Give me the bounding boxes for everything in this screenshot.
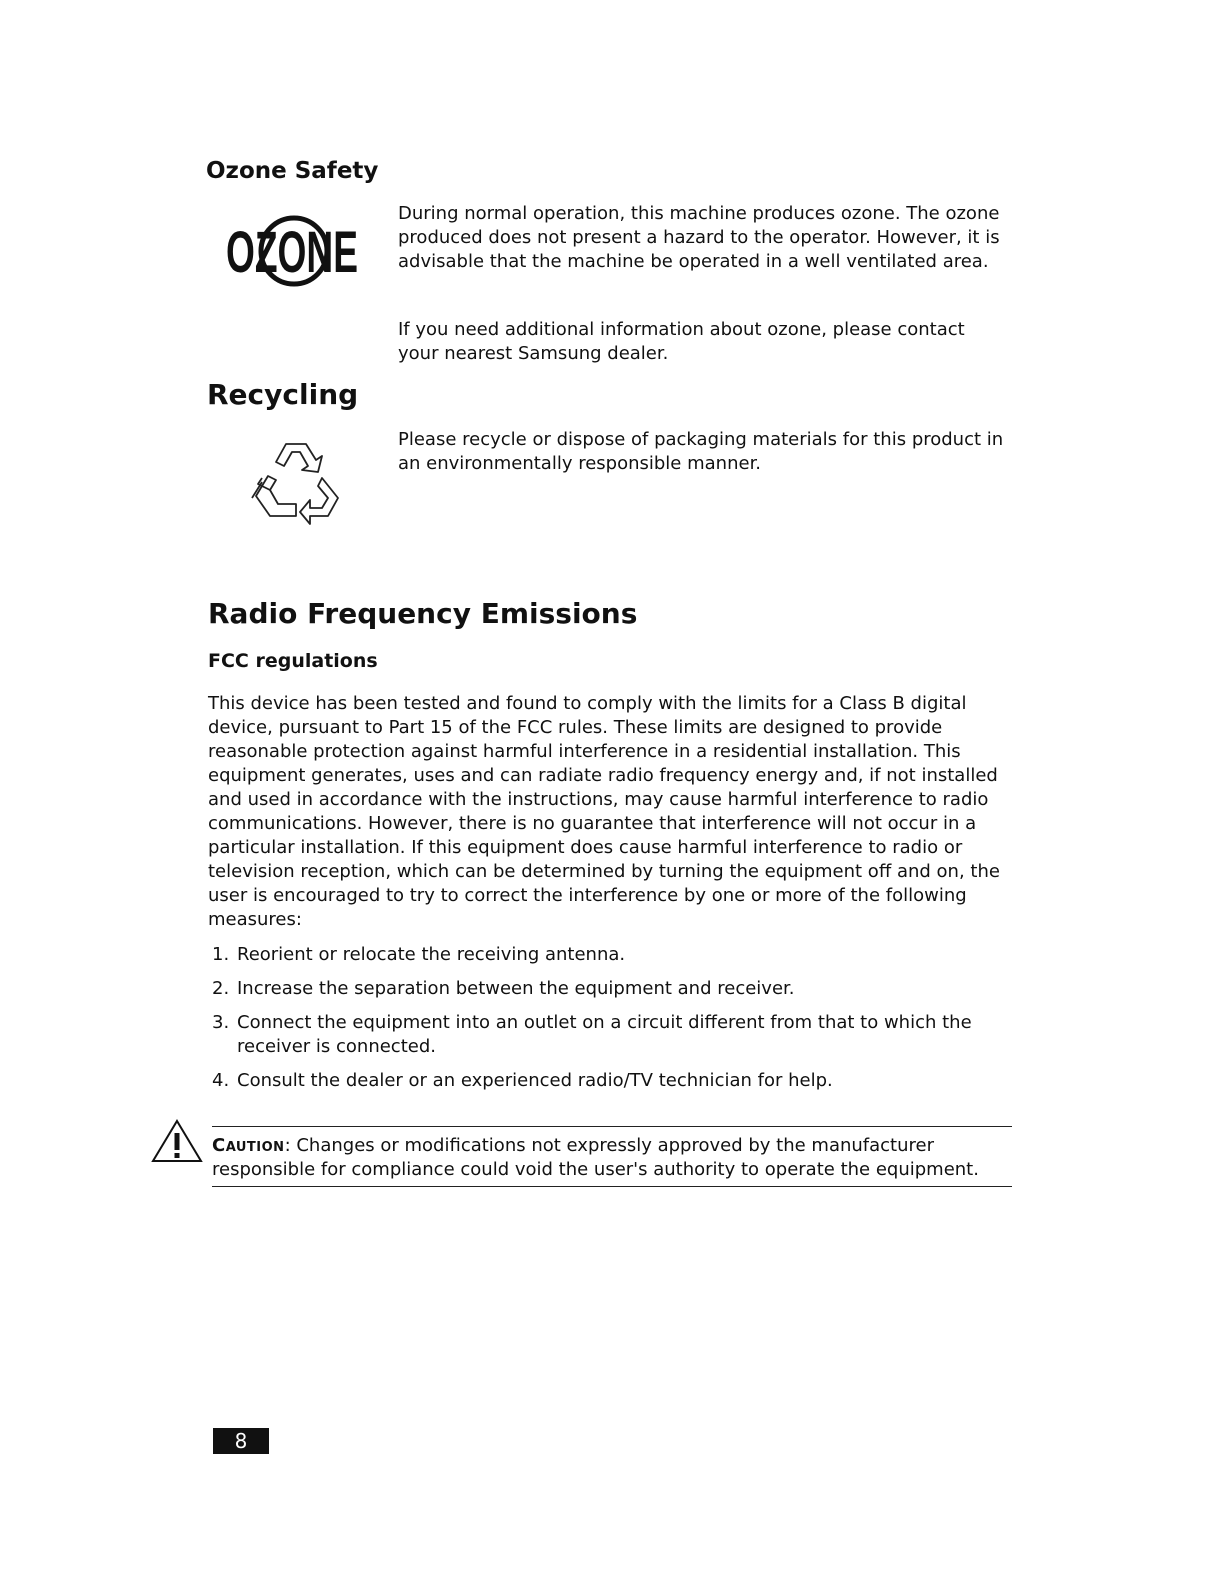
ozone-paragraph-1: During normal operation, this machine produces ozone. The ozone produced does not present a hazard to the operator. However, it is advisable that the machine be operated in a well ventilated area. xyxy=(398,203,1000,272)
caution-body: : Changes or modifications not expressly approved by the manufacturer responsible for compliance could void the user's authority to operate the equipment. xyxy=(212,1135,979,1180)
warning-icon xyxy=(150,1118,204,1164)
measures-list xyxy=(212,943,1012,1103)
caution-label: Caution xyxy=(212,1135,285,1156)
ozone-logo-text: OZONE xyxy=(226,220,358,285)
list-item: 3. Connect the equipment into an outlet on a circuit different from that to which the receiver is connected. xyxy=(212,1012,972,1057)
page-number: 8 xyxy=(213,1428,269,1454)
recycling-paragraph: Please recycle or dispose of packaging materials for this product in an environmentally responsible manner. xyxy=(398,429,1004,474)
rf-heading: Radio Frequency Emissions xyxy=(208,597,638,630)
ozone-heading: Ozone Safety xyxy=(206,158,379,184)
list-item: 2. Increase the separation between the equipment and receiver. xyxy=(212,978,795,999)
caution-bottom-rule xyxy=(212,1186,1012,1187)
fcc-paragraph: This device has been tested and found to comply with the limits for a Class B digital device, pursuant to Part 15 of the FCC rules. These limits are designed to provide reasonable protection against harmful interference in a residential installation. This equipment generates, uses and can radiate radio frequency energy and, if not installed and used in accordance with the instructions, may cause harmful interference to radio communications. However, there is no guarantee that interference will not occur in a particular installation. If this equipment does cause harmful interference to radio or television reception, which can be determined by turning the equipment off and on, the user is encouraged to try to correct the interference by one or more of the following measures: xyxy=(208,693,1000,930)
list-item: 1. Reorient or relocate the receiving antenna. xyxy=(212,944,626,965)
caution-text xyxy=(212,1134,1012,1182)
ozone-logo-icon xyxy=(226,216,362,286)
list-item: 4. Consult the dealer or an experienced radio/TV technician for help. xyxy=(212,1070,833,1091)
caution-top-rule xyxy=(212,1126,1012,1127)
recycle-icon xyxy=(248,438,346,534)
ozone-paragraph-2: If you need additional information about ozone, please contact your nearest Samsung dealer. xyxy=(398,319,965,364)
fcc-subheading: FCC regulations xyxy=(208,650,378,672)
recycling-heading: Recycling xyxy=(207,378,359,411)
ozone-logo xyxy=(226,216,362,286)
